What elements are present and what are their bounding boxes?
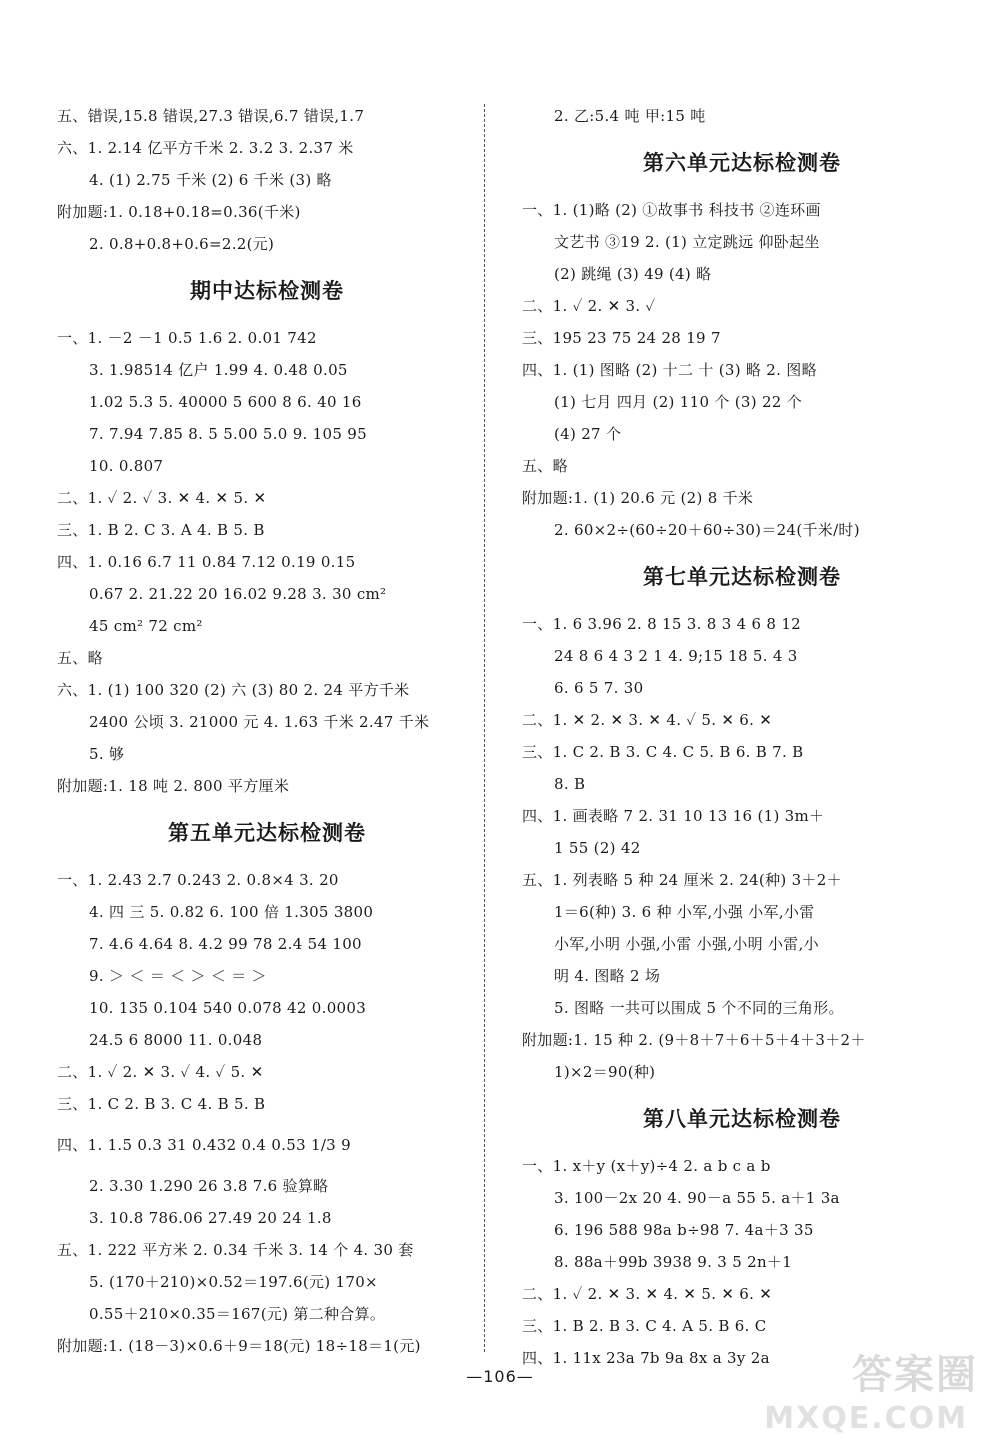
answer-line: 四、1. 11x 23a 7b 9a 8x a 3y 2a [522,1349,770,1367]
answer-line: 五、略 [522,457,568,475]
answer-line: 24.5 6 8000 11. 0.048 [89,1031,263,1049]
answer-line: 5. 够 [89,745,125,763]
answer-line: 三、1. C 2. B 3. C 4. C 5. B 6. B 7. B [522,743,804,761]
watermark-url: MXQE.COM [764,1401,968,1436]
answer-line: 一、1. 6 3.96 2. 8 15 3. 8 3 4 6 8 12 [522,615,802,633]
answer-line: 六、1. 2.14 亿平方千米 2. 3.2 3. 2.37 米 [57,139,354,157]
answer-line: 9. ＞ ＜ ＝ ＜ ＞ ＜ ＝ ＞ [89,967,267,985]
answer-line: 一、1. －2 －1 0.5 1.6 2. 0.01 742 [57,329,317,347]
answer-line: 三、195 23 75 24 28 19 7 [522,329,721,347]
answer-line: 一、1. x＋y (x＋y)÷4 2. a b c a b [522,1157,771,1175]
section-title: 第五单元达标检测卷 [168,821,366,845]
section-title: 第八单元达标检测卷 [643,1107,841,1131]
answer-line: 0.67 2. 21.22 20 16.02 9.28 3. 30 cm² [89,585,387,603]
answer-line: 四、1. (1) 图略 (2) 十二 十 (3) 略 2. 图略 [522,361,817,379]
answer-line: 2. 乙:5.4 吨 甲:15 吨 [554,107,706,125]
section-title: 第六单元达标检测卷 [643,151,841,175]
answer-line: 10. 135 0.104 540 0.078 42 0.0003 [89,999,367,1017]
answer-line: 1＝6(种) 3. 6 种 小军,小强 小军,小雷 [554,903,815,921]
answer-line: 文艺书 ③19 2. (1) 立定跳远 仰卧起坐 [554,233,820,251]
answer-line: 10. 0.807 [89,457,164,475]
answer-line: (2) 跳绳 (3) 49 (4) 略 [554,265,712,283]
answer-line: 0.55＋210×0.35＝167(元) 第二种合算。 [89,1305,386,1323]
section-title: 第七单元达标检测卷 [643,565,841,589]
left-column [57,100,477,1362]
answer-line: 明 4. 图略 2 场 [554,967,661,985]
answer-line: 二、1. ✓ 2. ✕ 3. ✓ [522,297,656,315]
answer-line: 四、1. 画表略 7 2. 31 10 13 16 (1) 3m＋ [522,807,825,825]
answer-line: 五、错误,15.8 错误,27.3 错误,6.7 错误,1.7 [57,107,365,125]
answer-line: 45 cm² 72 cm² [89,617,203,635]
answer-line: 2. 0.8+0.8+0.6=2.2(元) [89,235,275,253]
answer-line: 7. 4.6 4.64 8. 4.2 99 78 2.4 54 100 [89,935,362,953]
answer-line: 三、1. B 2. B 3. C 4. A 5. B 6. C [522,1317,767,1335]
watermark-logo [764,1352,978,1438]
answer-line: 附加题:1. 0.18+0.18=0.36(千米) [57,203,301,221]
answer-line: 3. 1.98514 亿户 1.99 4. 0.48 0.05 [89,361,348,379]
answer-line: 二、1. ✓ 2. ✓ 3. ✕ 4. ✕ 5. ✕ [57,489,267,507]
answer-line: 三、1. B 2. C 3. A 4. B 5. B [57,521,265,539]
answer-line: 7. 7.94 7.85 8. 5 5.00 5.0 9. 105 95 [89,425,367,443]
answer-line: 四、1. 1.5 0.3 31 0.432 0.4 0.53 1/3 9 [57,1136,351,1154]
answer-line: 附加题:1. (1) 20.6 元 (2) 8 千米 [522,489,754,507]
answer-line: 五、略 [57,649,103,667]
answer-line: 三、1. C 2. B 3. C 4. B 5. B [57,1095,266,1113]
answer-line: 五、1. 222 平方米 2. 0.34 千米 3. 14 个 4. 30 套 [57,1241,414,1259]
answer-line: 8. B [554,775,586,793]
answer-line: 二、1. ✓ 2. ✕ 3. ✕ 4. ✕ 5. ✕ 6. ✕ [522,1285,773,1303]
answer-line: 5. (170＋210)×0.52＝197.6(元) 170× [89,1273,378,1291]
answer-line: 8. 88a＋99b 3938 9. 3 5 2n＋1 [554,1253,793,1271]
answer-line: (1) 七月 四月 (2) 110 个 (3) 22 个 [554,393,803,411]
answer-line: 4. (1) 2.75 千米 (2) 6 千米 (3) 略 [89,171,332,189]
answer-line: 附加题:1. (18－3)×0.6＋9＝18(元) 18÷18＝1(元) [57,1337,421,1355]
answer-line: 二、1. ✓ 2. ✕ 3. ✓ 4. ✓ 5. ✕ [57,1063,264,1081]
answer-line: 3. 100－2x 20 4. 90－a 55 5. a＋1 3a [554,1189,840,1207]
answer-line: 6. 196 588 98a b÷98 7. 4a＋3 35 [554,1221,814,1239]
answer-line: 小军,小明 小强,小雷 小强,小明 小雷,小 [554,935,819,953]
page-number: —106— [466,1367,534,1386]
column-divider [484,104,485,1352]
answer-line: 1.02 5.3 5. 40000 5 600 8 6. 40 16 [89,393,362,411]
answer-line: 1)×2＝90(种) [554,1063,656,1081]
watermark-text: 答案圈 [852,1352,978,1398]
answer-line: 附加题:1. 15 种 2. (9＋8＋7＋6＋5＋4＋3＋2＋ [522,1031,866,1049]
answer-line: 2. 60×2÷(60÷20＋60÷30)＝24(千米/时) [554,521,860,539]
answer-line: 1 55 (2) 42 [554,839,641,857]
answer-line: 二、1. ✕ 2. ✕ 3. ✕ 4. ✓ 5. ✕ 6. ✕ [522,711,773,729]
answer-line: 六、1. (1) 100 320 (2) 六 (3) 80 2. 24 平方千米 [57,681,410,699]
answer-line: 附加题:1. 18 吨 2. 800 平方厘米 [57,777,290,795]
answer-line: 24 8 6 4 3 2 1 4. 9;15 18 5. 4 3 [554,647,798,665]
answer-line: 4. 四 三 5. 0.82 6. 100 倍 1.305 3800 [89,903,374,921]
answer-line: 2400 公顷 3. 21000 元 4. 1.63 千米 2.47 千米 [89,713,430,731]
section-title: 期中达标检测卷 [190,279,344,303]
answer-line: 3. 10.8 786.06 27.49 20 24 1.8 [89,1209,332,1227]
right-column [522,100,962,1374]
answer-line: 一、1. 2.43 2.7 0.243 2. 0.8×4 3. 20 [57,871,339,889]
answer-line: 四、1. 0.16 6.7 11 0.84 7.12 0.19 0.15 [57,553,356,571]
answer-line: (4) 27 个 [554,425,622,443]
answer-line: 2. 3.30 1.290 26 3.8 7.6 验算略 [89,1177,329,1195]
answer-line: 5. 图略 一共可以围成 5 个不同的三角形。 [554,999,844,1017]
answer-line: 6. 6 5 7. 30 [554,679,644,697]
answer-line: 五、1. 列表略 5 种 24 厘米 2. 24(种) 3＋2＋ [522,871,842,889]
answer-line: 一、1. (1)略 (2) ①故事书 科技书 ②连环画 [522,201,821,219]
